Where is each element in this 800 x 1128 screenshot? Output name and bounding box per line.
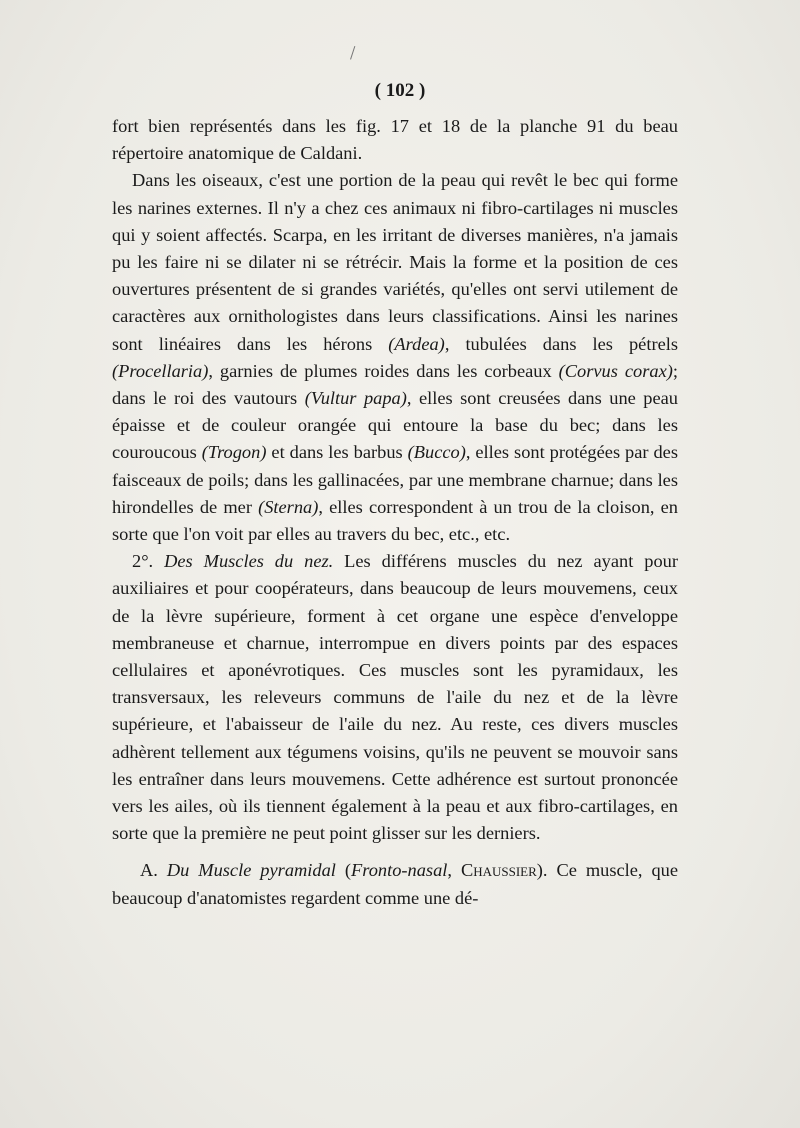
latin-name: (Sterna)	[258, 496, 319, 517]
text-run: , elles sont protégées par des faisceaux de poils; dans les gallinacées, par une membrane charnue; dans les hirondelles de mer	[112, 442, 678, 517]
latin-name: (Trogon)	[201, 442, 267, 463]
latin-name: (Bucco)	[407, 442, 466, 463]
text-run: Ce muscle, que beaucoup d'anatomistes regardent comme une dé-	[112, 860, 679, 908]
text-run: et dans les barbus	[266, 442, 408, 463]
text-run: ).	[536, 860, 548, 881]
text-run: , elles correspondent à un trou de la cloison, en sorte que l'on voit par elles au travers du bec, etc., etc.	[112, 496, 678, 545]
latin-name: (Corvus corax)	[558, 360, 673, 381]
subsection-letter: A.	[140, 860, 158, 881]
section-number: 2°.	[132, 551, 154, 572]
paragraph-continuation: fort bien représentés dans les fig. 17 et 18 de la planche 91 du beau répertoire anatomique de Caldani.	[112, 116, 678, 164]
text-run: , tubulées dans les pétrels	[444, 333, 678, 354]
text-run: , elles sont creusées dans une peau épaisse et de couleur orangée qui entoure la base du bec; dans les couroucous	[112, 388, 679, 463]
text-run: (	[335, 860, 351, 881]
ink-mark	[350, 46, 363, 62]
section-heading: Des Muscles du nez.	[164, 551, 334, 572]
text-run: , garnies de plumes roides dans les corbeaux	[208, 360, 559, 381]
text-run: Dans les oiseaux, c'est une portion de la peau qui revêt le bec qui forme les narines externes. Il n'y a chez ces animaux ni fibro-cartilages ni muscles qui y soient affectés. Scarpa, en les irritant de diverses manières, n'a jamais pu les faire ni se dilater ni se rétrécir. Mais la forme et la position de ces ouvertures présentent de si grandes variétés, qu'elles ont servi utilement de caractères aux ornithologistes dans leurs classifications. Ainsi les narines sont linéaires dans les hérons	[112, 170, 678, 354]
alternate-name: Fronto-nasal	[351, 860, 448, 881]
subsection-heading: Du Muscle pyramidal	[166, 860, 336, 881]
latin-name: (Procellaria)	[112, 360, 209, 381]
paragraph-birds	[112, 167, 678, 548]
author-name: Chaussier	[460, 860, 537, 881]
latin-name: (Ardea)	[388, 333, 445, 354]
paragraph-nose-muscles	[112, 548, 678, 847]
latin-name: (Vultur papa)	[304, 388, 407, 409]
page-number: ( 102 )	[374, 80, 426, 101]
text-run: Les différens muscles du nez ayant pour auxiliaires et pour coopérateurs, dans beaucoup de leurs mouvemens, ceux de la lèvre supérieure, forment à cet organe une espèce d'enveloppe membraneuse et charnue, interrompue en divers points par des espaces cellulaires et aponévrotiques. Ces muscles sont les pyramidaux, les transversaux, les releveurs communs de l'aile du nez et de la lèvre supérieure, et l'abaisseur de l'aile du nez. Au reste, ces divers muscles adhèrent tellement aux tégumens voisins, qu'ils ne peuvent se mouvoir sans les entraîner dans leurs mouvemens. Cette adhérence est surtout prononcée vers les ailes, où ils tiennent également à la peau et aux fibro-cartilages, en sorte que la première ne peut point glisser sur les derniers.	[112, 551, 678, 844]
page-body	[112, 113, 678, 912]
paragraph-pyramidal-muscle	[112, 857, 678, 911]
text-run: ; dans le roi des vautours	[112, 360, 678, 409]
text-run: ,	[447, 860, 461, 881]
